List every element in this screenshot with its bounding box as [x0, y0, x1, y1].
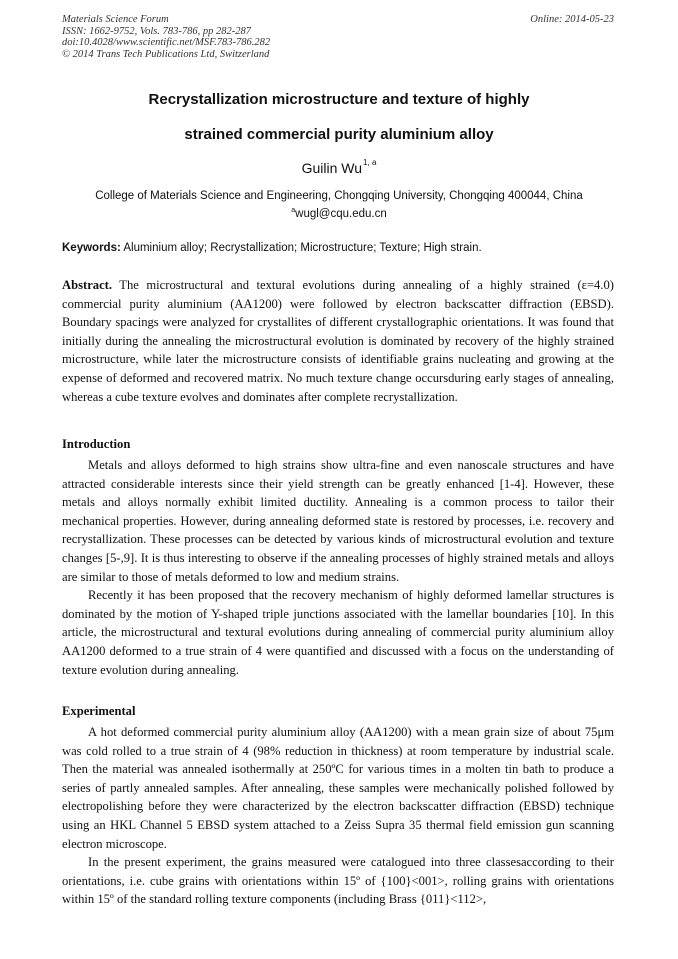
keywords-text: Aluminium alloy; Recrystallization; Microstructure; Texture; High strain. — [120, 242, 482, 254]
email-marker: a — [291, 207, 296, 214]
paper-title-line-2: strained commercial purity aluminium alloy — [184, 126, 494, 143]
email-address[interactable]: wugl@cqu.edu.cn — [295, 208, 387, 220]
author-name: Guilin Wu — [301, 160, 363, 176]
introduction-paragraph-1: Metals and alloys deformed to high strains show ultra-fine and even nanoscale structures and have attracted considerable interests since their yield strength can be greatly enhanced [1-4]. However, these metals and alloys normally exhibit limited ductility. Annealing is a common process to tailor their mechanical properties. However, during annealing deformed state is restored by processes, i.e. recovery and recrystallization. These processes can be detected by various kinds of microstructural evolution and texture changes [5-,9]. It is thus interesting to observe if the annealing processes of highly strained metals and alloys are similar to those of metals deformed to low and medium strains. — [62, 458, 614, 584]
author-affiliation-marker: 1, a — [363, 158, 377, 167]
author-email — [62, 208, 616, 220]
experimental-body — [62, 723, 614, 909]
affiliation: College of Materials Science and Engineering, Chongqing University, Chongqing 400044, China — [95, 190, 583, 202]
doi-line[interactable]: doi:10.4028/www.scientific.net/MSF.783-786.282 — [62, 37, 271, 49]
introduction-paragraph-2: Recently it has been proposed that the recovery mechanism of highly deformed lamellar structures is dominated by the motion of Y-shaped triple junctions associated with the lamellar boundaries [10]. In this article, the microstructural and textural evolutions during annealing of commercial purity aluminium alloy AA1200 deformed to a true strain of 4 were quantified and discussed with a focus on the understanding of texture evolution during annealing. — [62, 588, 614, 677]
abstract-label: Abstract. — [62, 278, 113, 292]
paper-title-line-1: Recrystallization microstructure and texture of highly — [148, 91, 530, 108]
copyright-line: © 2014 Trans Tech Publications Ltd, Switzerland — [62, 48, 270, 60]
abstract-text: The microstructural and textural evolutions during annealing of a highly strained (ε=4.0) commercial purity aluminium (AA1200) were followed by electron backscatter diffraction (EBSD). Boundary spacings were analyzed for crystallites of different crystallographic orientations. It was found that initially during the annealing the microstructural evolution is dominated by recovery of the highly strained microstructure, while later the microstructure consists of identifiable grains nucleating and growing at the expense of deformed and recovered matrix. No much texture change occursduring early stages of annealing, whereas a cube texture evolves and dominates after complete recrystallization. — [62, 278, 614, 404]
keywords-label: Keywords: — [62, 242, 121, 254]
author — [62, 160, 616, 176]
introduction-heading: Introduction — [62, 437, 131, 451]
abstract — [62, 276, 614, 406]
journal-name: Materials Science Forum — [62, 14, 169, 25]
online-date: Online: 2014-05-23 — [530, 14, 614, 25]
experimental-heading: Experimental — [62, 704, 136, 718]
experimental-paragraph-2: In the present experiment, the grains measured were catalogued into three classesaccording to their orientations, i.e. cube grains with orientations within 15º of {100}<001>, rolling grains with orientations within 15º of the standard rolling texture components (including Brass {011}<112>, — [62, 855, 614, 907]
journal-header — [62, 14, 270, 60]
introduction-body — [62, 456, 614, 679]
keywords — [62, 242, 616, 254]
experimental-paragraph-1: A hot deformed commercial purity aluminium alloy (AA1200) with a mean grain size of about 75μm was cold rolled to a true strain of 4 (98% reduction in thickness) at room temperature by industrial scale. Then the material was annealed isothermally at 250ºC for various times in a molten tin bath to produce a series of partly annealed samples. After annealing, these samples were mechanically polished followed by electropolishing before they were characterized by the electron backscatter diffraction (EBSD) technique using an HKL Channel 5 EBSD system attached to a Zeiss Supra 35 thermal field emission gun scanning electron microscope. — [62, 725, 614, 851]
issn-line: ISSN: 1662-9752, Vols. 783-786, pp 282-287 — [62, 25, 251, 37]
